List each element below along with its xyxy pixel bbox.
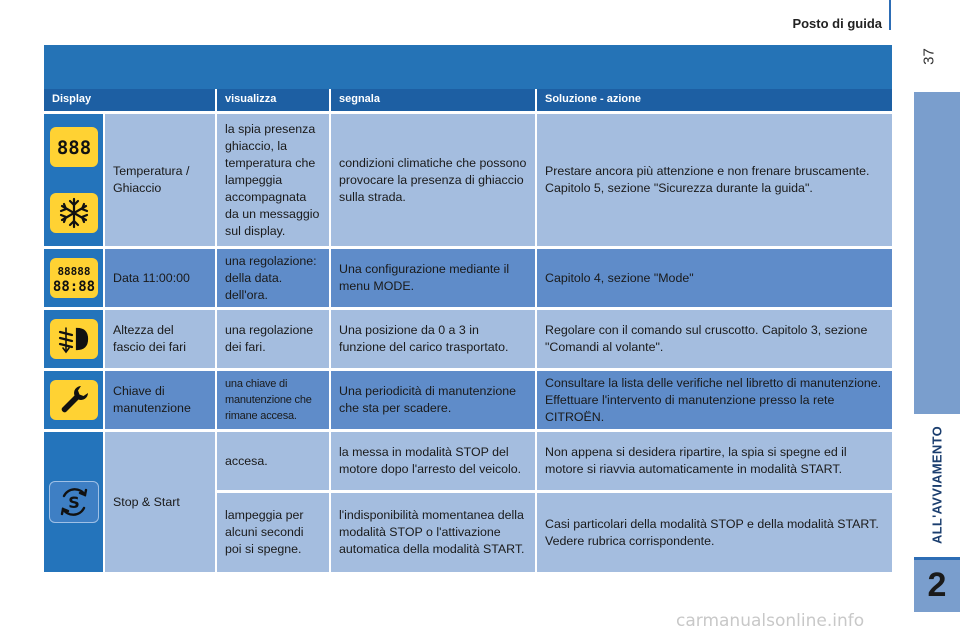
svg-text:888: 888 — [56, 137, 91, 159]
stop-start-line — [217, 493, 892, 572]
wrench-icon — [50, 380, 98, 420]
signals-cell: condizioni climatiche che possono provocare la presenza di ghiaccio sulla strada. — [331, 114, 537, 246]
svg-text:88:88: 88:88 — [52, 279, 95, 295]
headlamp-level-icon — [50, 319, 98, 359]
table-row — [44, 371, 892, 429]
page-header-title: Posto di guida — [792, 16, 882, 31]
header-display: Display — [44, 89, 217, 111]
table-banner — [44, 45, 892, 89]
signals-cell: la messa in modalità STOP del motore dopo l'arresto del veicolo. — [331, 432, 537, 490]
svg-text:88888: 88888 — [56, 265, 91, 278]
snowflake-icon — [50, 193, 98, 233]
indicator-table — [44, 89, 892, 572]
icon-cell — [44, 249, 105, 307]
icon-cell — [44, 114, 105, 246]
watermark-text: carmanualsonline.info — [676, 611, 865, 631]
chapter-label-text: ALL'AVVIAMENTO — [929, 425, 945, 545]
solution-cell: Consultare la lista delle verifiche nel libretto di manutenzione. Effettuare l'intervento di manutenzione presso la rete CITROËN. — [537, 371, 892, 429]
solution-cell: Casi particolari della modalità STOP e della modalità START. Vedere rubrica corrispondente. — [537, 493, 892, 572]
shows-cell: accesa. — [217, 432, 331, 490]
header-soluzione: Soluzione - azione — [545, 93, 641, 105]
header-rule — [889, 0, 891, 30]
signals-cell: Una configurazione mediante il menu MODE. — [331, 249, 537, 307]
label-cell: Altezza del fascio dei fari — [105, 310, 217, 368]
icon-cell — [44, 432, 105, 572]
chapter-number: 2 — [927, 566, 947, 604]
shows-cell: una chiave di manutenzione che rimane accesa. — [217, 371, 331, 429]
solution-cell: Non appena si desidera ripartire, la spia si spegne ed il motore si riavvia automaticamente in modalità START. — [537, 432, 892, 490]
shows-cell: una regolazione dei fari. — [217, 310, 331, 368]
solution-cell: Prestare ancora più attenzione e non frenare bruscamente. Capitolo 5, sezione "Sicurezza durante la guida". — [537, 114, 892, 246]
table-row — [44, 249, 892, 307]
label-cell: Stop & Start — [105, 432, 217, 572]
label-cell: Chiave di manutenzione — [105, 371, 217, 429]
table-header-row — [44, 89, 892, 111]
chapter-label — [917, 420, 957, 550]
icon-cell — [44, 310, 105, 368]
solution-cell: Capitolo 4, sezione "Mode" — [537, 249, 892, 307]
icon-cell — [44, 371, 105, 429]
header-visualizza: visualizza — [217, 89, 331, 111]
header-segnala: segnala — [331, 89, 537, 111]
page-number: 37 — [920, 48, 938, 65]
signals-cell: Una posizione da 0 a 3 in funzione del carico trasportato. — [331, 310, 537, 368]
table-row — [44, 310, 892, 368]
solution-cell: Regolare con il comando sul cruscotto. Capitolo 3, sezione "Comandi al volante". — [537, 310, 892, 368]
svg-text:S: S — [67, 493, 80, 512]
clock-display-icon — [50, 258, 98, 298]
stop-start-icon — [49, 481, 99, 523]
shows-cell: lampeggia per alcuni secondi poi si spegne. — [217, 493, 331, 572]
label-cell: Temperatura / Ghiaccio — [105, 114, 217, 246]
signals-cell: Una periodicità di manutenzione che sta per scadere. — [331, 371, 537, 429]
table-row — [44, 114, 892, 246]
table-row — [44, 432, 892, 572]
stop-start-line — [217, 432, 892, 490]
signals-cell: l'indisponibilità momentanea della modalità STOP o l'attivazione automatica della modalità START. — [331, 493, 537, 572]
display-888-icon — [50, 127, 98, 167]
shows-cell: la spia presenza ghiaccio, la temperatura che lampeggia accompagnata da un messaggio sul display. — [217, 114, 331, 246]
stop-start-lines — [217, 432, 892, 572]
shows-cell: una regolazione: della data. dell'ora. — [217, 249, 331, 307]
chapter-rule — [914, 557, 960, 560]
label-cell: Data 11:00:00 — [105, 249, 217, 307]
